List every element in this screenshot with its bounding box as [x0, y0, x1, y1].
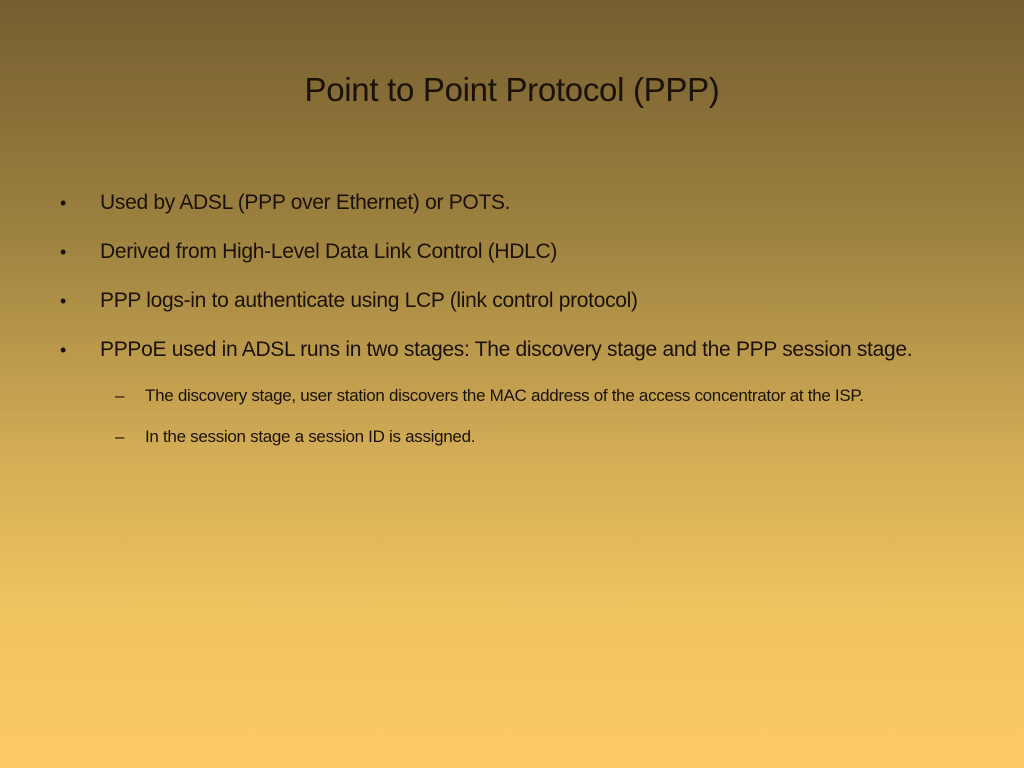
- bullet-item: [60, 281, 960, 321]
- sub-bullet-item: [60, 420, 960, 454]
- bullet-icon: •: [60, 291, 67, 311]
- bullet-icon: •: [60, 242, 67, 262]
- bullet-text: PPP logs-in to authenticate using LCP (link control protocol): [100, 289, 638, 312]
- bullet-icon: •: [60, 193, 67, 213]
- slide-title: Point to Point Protocol (PPP): [304, 71, 720, 108]
- bullet-icon: •: [60, 340, 67, 360]
- sub-bullet-item: [60, 379, 960, 413]
- bullet-item: [60, 330, 960, 370]
- bullet-text: Derived from High-Level Data Link Control (HDLC): [100, 240, 558, 263]
- sub-bullet-text: In the session stage a session ID is assigned.: [145, 427, 476, 446]
- sub-bullet-text: The discovery stage, user station discovers the MAC address of the access concentrator at the ISP.: [145, 386, 864, 405]
- bullet-item: [60, 232, 960, 272]
- bullet-text: Used by ADSL (PPP over Ethernet) or POTS.: [100, 191, 511, 214]
- slide-body: [60, 183, 960, 461]
- bullet-item: [60, 183, 960, 223]
- dash-icon: –: [115, 427, 125, 446]
- dash-icon: –: [115, 386, 125, 405]
- bullet-text: PPPoE used in ADSL runs in two stages: The discovery stage and the PPP session stage.: [100, 338, 913, 361]
